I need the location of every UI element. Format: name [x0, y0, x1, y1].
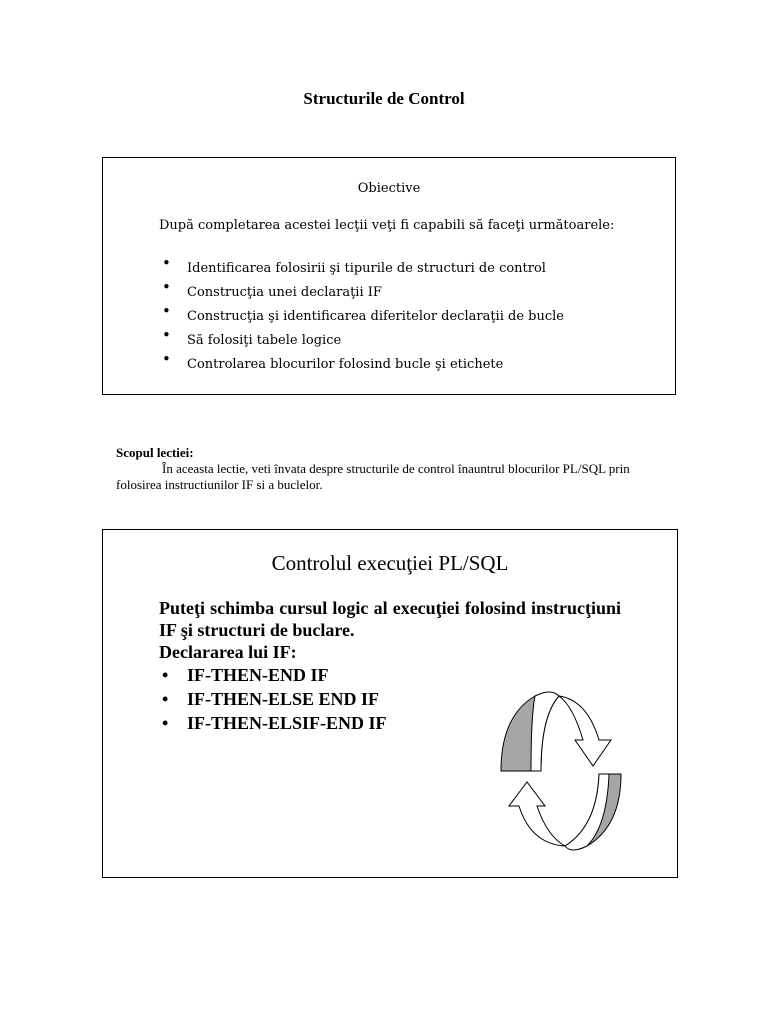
objectives-heading: Obiective [357, 181, 421, 196]
objective-text: Să folosiţi tabele logice [187, 333, 342, 348]
scope-label: Scopul lectiei: [116, 445, 194, 460]
if-statement-text: IF-THEN-ELSE END IF [187, 689, 380, 709]
slide-title: Controlul execuţiei PL/SQL [271, 551, 509, 575]
bullet-icon: • [162, 278, 171, 296]
objectives-box [102, 157, 676, 395]
if-statement-list [159, 663, 387, 735]
bullet-icon: • [162, 302, 171, 320]
objectives-intro: După completarea acestei lecţii veţi fi capabili să faceţi următoarele: [159, 218, 615, 233]
bullet-icon: • [162, 254, 171, 272]
slide-paragraph: Puteţi schimba cursul logic al execuţiei folosind instrucţiuni IF şi structuri de buclare. [159, 598, 621, 640]
bullet-icon: • [162, 713, 169, 733]
objective-item [159, 326, 629, 353]
objective-text: Construcţia şi identificarea diferitelor declaraţii de bucle [187, 309, 564, 324]
if-statement-item [159, 711, 387, 735]
slide-subheading: Declararea lui IF: [159, 642, 297, 662]
objective-item [159, 350, 629, 377]
slide-box [102, 529, 678, 878]
scope-text: În aceasta lectie, veti învata despre structurile de control înauntrul blocurilor PL/SQL prin folosirea instructiunilor IF si a buclelor. [116, 461, 630, 492]
if-statement-text: IF-THEN-ELSIF-END IF [187, 713, 387, 733]
objective-text: Controlarea blocurilor folosind bucle şi etichete [187, 357, 504, 372]
lesson-scope [116, 445, 656, 493]
cycle-arrow-top-face [531, 692, 611, 771]
objectives-list [159, 254, 629, 377]
objective-item [159, 302, 629, 329]
objective-text: Construcţia unei declaraţii IF [187, 285, 382, 300]
page-title: Structurile de Control [303, 89, 465, 108]
if-statement-text: IF-THEN-END IF [187, 665, 329, 685]
if-statement-item [159, 687, 387, 711]
bullet-icon: • [162, 689, 169, 709]
bullet-icon: • [162, 350, 171, 368]
bullet-icon: • [162, 665, 169, 685]
objective-item [159, 254, 629, 281]
bullet-icon: • [162, 326, 171, 344]
objective-item [159, 278, 629, 305]
if-statement-item [159, 663, 387, 687]
cycle-arrows-icon [491, 686, 631, 856]
objective-text: Identificarea folosirii şi tipurile de structuri de control [187, 261, 546, 276]
